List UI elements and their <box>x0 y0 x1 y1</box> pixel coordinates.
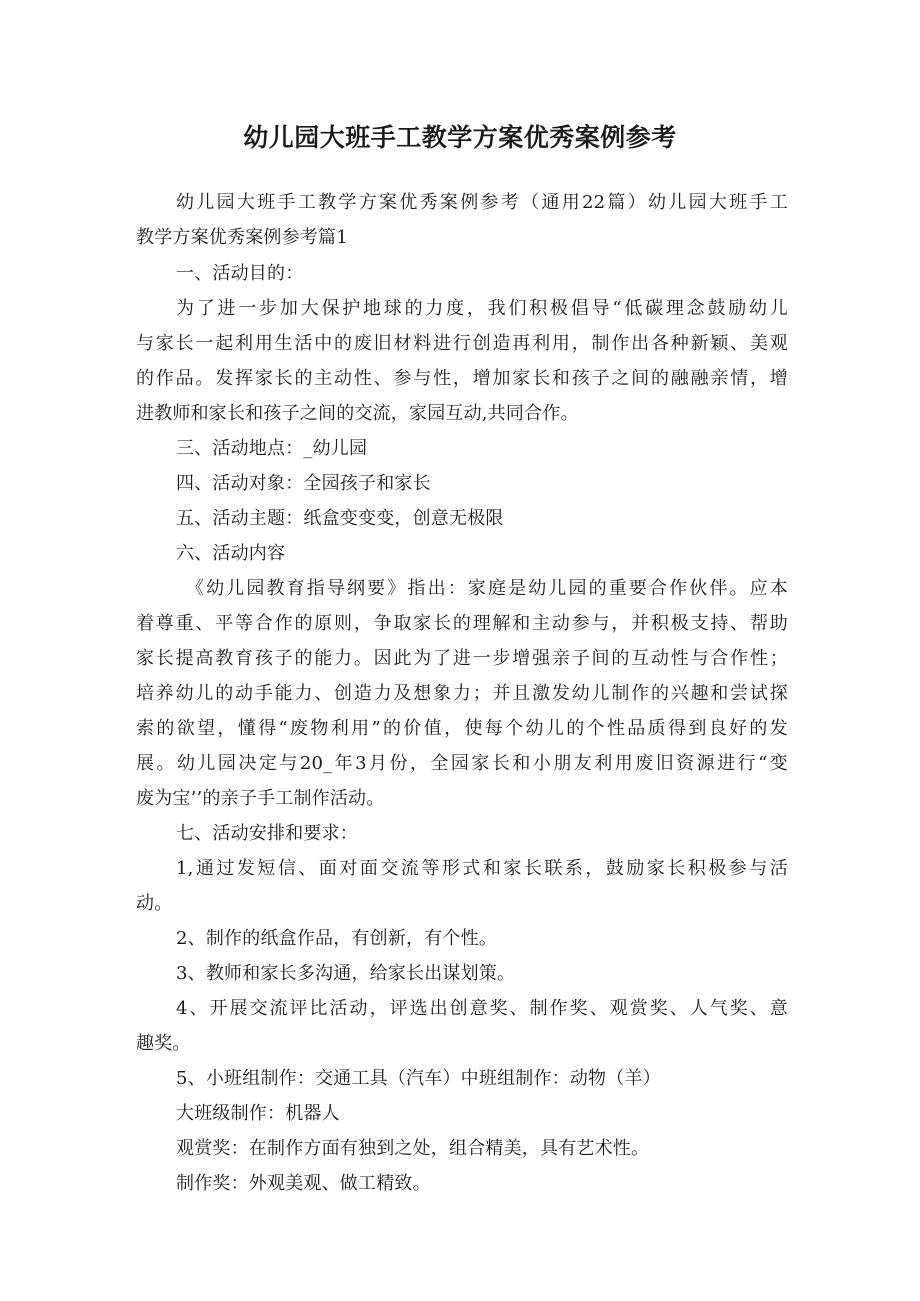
list-item-line: 4、开展交流评比活动，评选出创意奖、制作奖、观赏奖、人气奖、意 <box>176 998 788 1019</box>
list-item-line: 3、教师和家长多沟通，给家长出谋划策。 <box>176 963 516 984</box>
section-heading: 五、活动主题：纸盒变变变，创意无极限 <box>176 508 504 529</box>
paragraph-line: 教学方案优秀案例参考篇1 <box>136 227 348 248</box>
list-item-line: 制作奖：外观美观、做工精致。 <box>176 1173 431 1194</box>
list-item-line: 动。 <box>136 893 173 914</box>
list-item-line: 趣奖。 <box>136 1033 191 1054</box>
section-heading: 四、活动对象：全园孩子和家长 <box>176 473 431 494</box>
paragraph-line: 《幼儿园教育指导纲要》指出：家庭是幼儿园的重要合作伙伴。应本 <box>186 578 788 599</box>
section-heading: 一、活动目的： <box>176 263 304 284</box>
section-heading: 六、活动内容 <box>176 543 286 564</box>
paragraph-line: 幼儿园大班手工教学方案优秀案例参考（通用22篇）幼儿园大班手工 <box>176 192 788 213</box>
document-title: 幼儿园大班手工教学方案优秀案例参考 <box>243 123 677 152</box>
list-item-line: 5、小班组制作：交通工具（汽车）中班组制作：动物（羊） <box>176 1068 661 1089</box>
paragraph-line: 废为宝’’的亲子手工制作活动。 <box>136 788 385 809</box>
section-heading: 三、活动地点：_幼儿园 <box>176 438 368 459</box>
paragraph-line: 的作品。发挥家长的主动性、参与性，增加家长和孩子之间的融融亲情，增 <box>136 368 788 389</box>
list-item-line: 观赏奖：在制作方面有独到之处，组合精美，具有艺术性。 <box>176 1138 650 1159</box>
paragraph-line: 着尊重、平等合作的原则，争取家长的理解和主动参与，并积极支持、帮助 <box>136 613 788 634</box>
paragraph-line: 索的欲望，懂得“废物利用”的价值，使每个幼儿的个性品质得到良好的发 <box>136 718 788 739</box>
list-item-line: 大班级制作：机器人 <box>176 1103 340 1124</box>
paragraph-line: 培养幼儿的动手能力、创造力及想象力；并且激发幼儿制作的兴趣和尝试探 <box>136 683 788 704</box>
paragraph-line: 为了进一步加大保护地球的力度，我们积极倡导“低碳理念鼓励幼儿 <box>176 298 788 319</box>
paragraph-line: 家长提高教育孩子的能力。因此为了进一步增强亲子间的互动性与合作性； <box>136 648 788 669</box>
paragraph-line: 展。幼儿园决定与20_年3月份，全园家长和小朋友利用废旧资源进行“变 <box>136 753 788 774</box>
section-heading: 七、活动安排和要求： <box>176 823 358 844</box>
paragraph-line: 进教师和家长和孩子之间的交流，家园互动,共同合作。 <box>136 403 579 424</box>
list-item-line: 2、制作的纸盒作品，有创新，有个性。 <box>176 928 498 949</box>
paragraph-line: 与家长一起利用生活中的废旧材料进行创造再利用，制作出各种新颖、美观 <box>136 333 788 354</box>
list-item-line: 1,通过发短信、面对面交流等形式和家长联系，鼓励家长积极参与活 <box>176 858 788 879</box>
